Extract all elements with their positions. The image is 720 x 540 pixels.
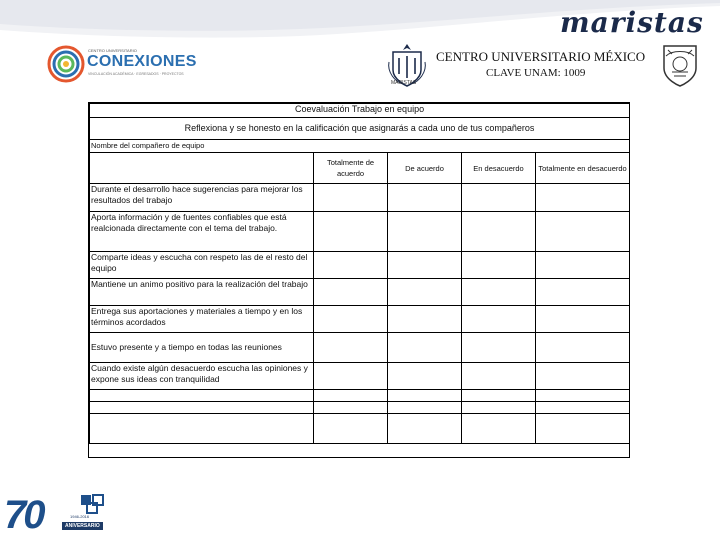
rating-cell[interactable]	[388, 279, 462, 306]
rating-cell[interactable]	[314, 333, 388, 363]
rating-cell[interactable]	[536, 252, 630, 279]
criteria-header	[90, 153, 314, 184]
empty-cell	[462, 390, 536, 402]
criterion-conflict-handling: Cuando existe algún desacuerdo escucha las opiniones y expone sus ideas con tranquilidad	[90, 363, 314, 390]
coevaluation-form	[88, 102, 630, 458]
criterion-shares-ideas: Comparte ideas y escucha con respeto las de el resto del equipo	[90, 252, 314, 279]
empty-cell	[536, 402, 630, 414]
rating-cell[interactable]	[536, 184, 630, 212]
empty-cell	[314, 390, 388, 402]
rating-cell[interactable]	[536, 212, 630, 252]
column-totally-disagree: Totalmente en desacuerdo	[536, 153, 630, 184]
criterion-on-time-delivery: Entrega sus aportaciones y materiales a tiempo y en los términos acordados	[90, 306, 314, 333]
rating-cell[interactable]	[462, 363, 536, 390]
form-title: Coevaluación Trabajo en equipo	[90, 104, 630, 118]
criterion-attendance: Estuvo presente y a tiempo en todas las reuniones	[90, 333, 314, 363]
rating-cell[interactable]	[536, 363, 630, 390]
empty-cell	[90, 402, 314, 414]
rating-cell[interactable]	[314, 279, 388, 306]
institution-name: CENTRO UNIVERSITARIO MÉXICO	[436, 49, 646, 64]
rating-cell[interactable]	[388, 333, 462, 363]
conexiones-small-text: CENTRO UNIVERSITARIO	[88, 48, 137, 53]
criterion-suggestions: Durante el desarrollo hace sugerencias para mejorar los resultados del trabajo	[90, 184, 314, 212]
anniversary-label: ANIVERSARIO	[62, 522, 103, 530]
rating-cell[interactable]	[462, 333, 536, 363]
rating-cell[interactable]	[314, 363, 388, 390]
rating-cell[interactable]	[388, 306, 462, 333]
empty-cell	[536, 390, 630, 402]
empty-cell	[90, 390, 314, 402]
empty-cell	[462, 414, 536, 444]
teammate-name-field[interactable]: Nombre del compañero de equipo	[90, 140, 630, 153]
anniversary-years: 1946-2016	[70, 514, 90, 519]
conexiones-mark-icon	[46, 44, 86, 84]
empty-cell	[462, 402, 536, 414]
rating-cell[interactable]	[462, 306, 536, 333]
crest-label: MARISTAS	[391, 80, 417, 86]
column-agree: De acuerdo	[388, 153, 462, 184]
rating-cell[interactable]	[536, 306, 630, 333]
rating-cell[interactable]	[314, 306, 388, 333]
rating-cell[interactable]	[462, 184, 536, 212]
rating-cell[interactable]	[388, 363, 462, 390]
empty-cell	[536, 414, 630, 444]
criterion-positive-attitude: Mantiene un animo positivo para la realización del trabajo	[90, 279, 314, 306]
institution-code: CLAVE UNAM: 1009	[486, 67, 586, 79]
rating-cell[interactable]	[314, 184, 388, 212]
column-totally-agree: Totalmente de acuerdo	[314, 153, 388, 184]
rating-cell[interactable]	[388, 212, 462, 252]
rating-cell[interactable]	[536, 333, 630, 363]
criterion-reliable-sources: Aporta información y de fuentes confiables que está realcionada directamente con el tema del trabajo.	[90, 212, 314, 252]
maristas-brand-logo: maristas	[560, 6, 704, 39]
coevaluation-table	[89, 103, 630, 444]
empty-cell	[388, 390, 462, 402]
conexiones-tagline: VINCULACIÓN ACADÉMICA · EGRESADOS · PROYECTOS	[88, 72, 184, 76]
rating-cell[interactable]	[462, 212, 536, 252]
form-instructions: Reflexiona y se honesto en la calificación que asignarás a cada uno de tus compañeros	[90, 118, 630, 140]
empty-cell	[314, 414, 388, 444]
conexiones-name: CONEXIONES	[87, 53, 197, 70]
empty-cell	[388, 414, 462, 444]
rating-cell[interactable]	[536, 279, 630, 306]
rating-cell[interactable]	[314, 252, 388, 279]
column-disagree: En desacuerdo	[462, 153, 536, 184]
empty-cell	[314, 402, 388, 414]
rating-cell[interactable]	[388, 252, 462, 279]
empty-cell	[388, 402, 462, 414]
conexiones-logo	[46, 44, 197, 86]
empty-cell	[90, 414, 314, 444]
anniversary-number: 70	[4, 493, 43, 537]
cum-logo-icon	[80, 494, 106, 514]
rating-cell[interactable]	[462, 252, 536, 279]
rating-cell[interactable]	[314, 212, 388, 252]
unam-seal-icon	[660, 42, 700, 88]
rating-cell[interactable]	[388, 184, 462, 212]
rating-cell[interactable]	[462, 279, 536, 306]
